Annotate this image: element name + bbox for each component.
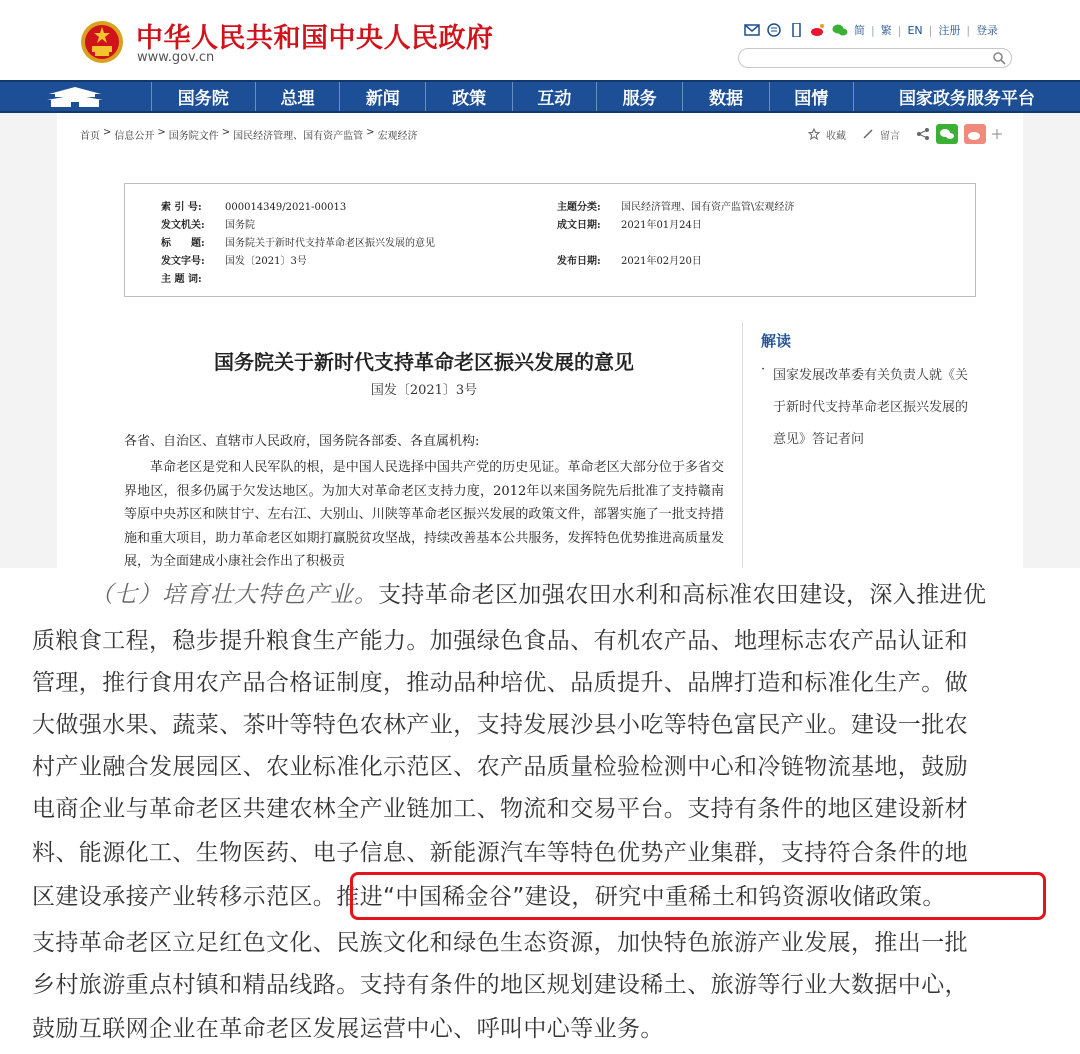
- breadcrumb-separator: >: [366, 127, 375, 138]
- meta-label: 发文机关:: [161, 220, 205, 231]
- email-icon[interactable]: [744, 23, 760, 37]
- excerpt-line: [90, 576, 986, 609]
- plus-icon[interactable]: [992, 129, 1002, 139]
- interpretation-title: 解读: [761, 332, 792, 350]
- favorite-label[interactable]: 收藏: [826, 130, 846, 142]
- breadcrumb: [80, 127, 418, 142]
- meta-value: 2021年02月20日: [621, 256, 702, 267]
- nav-item-gov-service-platform[interactable]: 国家政务服务平台: [898, 89, 1035, 109]
- breadcrumb-state-council-docs[interactable]: 国务院文件: [168, 131, 219, 142]
- excerpt-line: 乡村旅游重点村镇和精品线路。支持有条件的地区规划建设稀土、旅游等行业大数据中心，: [32, 972, 968, 998]
- main-nav: [0, 80, 1080, 113]
- nav-item-news[interactable]: 新闻: [340, 82, 426, 111]
- pen-icon[interactable]: [862, 128, 874, 140]
- meta-label: 标 题:: [161, 238, 205, 249]
- breadcrumb-macro-economy[interactable]: 宏观经济: [377, 131, 418, 142]
- meta-label: 主 题 词:: [161, 274, 202, 285]
- header-toolbar: [744, 22, 998, 38]
- nav-item-interaction[interactable]: 互动: [513, 82, 597, 111]
- toolbar-divider: |: [871, 23, 875, 37]
- meta-created: [557, 216, 702, 231]
- breadcrumb-separator: >: [157, 127, 166, 138]
- highlight-annotation-box: [350, 872, 1046, 920]
- meta-value: 国民经济管理、国有资产监管\宏观经济: [621, 202, 795, 213]
- breadcrumb-economic-management[interactable]: 国民经济管理、国有资产监管: [233, 131, 364, 142]
- search-input[interactable]: [738, 48, 1012, 68]
- nav-item-national-info[interactable]: 国情: [770, 82, 854, 111]
- traditional-chinese-link[interactable]: 繁: [880, 24, 892, 37]
- meta-label: 主题分类:: [557, 202, 601, 213]
- meta-keywords: [161, 270, 225, 285]
- interpretation-sidebar: [742, 322, 973, 572]
- bullet-icon: ·: [761, 362, 766, 377]
- meta-value: 国务院关于新时代支持革命老区振兴发展的意见: [225, 238, 435, 249]
- excerpt-line: 料、能源化工、生物医药、电子信息、新能源汽车等特色优势产业集群，支持符合条件的地: [32, 840, 968, 866]
- national-emblem-icon[interactable]: [80, 20, 124, 64]
- breadcrumb-info-disclosure[interactable]: 信息公开: [114, 131, 155, 142]
- nav-item-premier[interactable]: 总理: [256, 82, 340, 111]
- excerpt-line: 支持革命老区立足红色文化、民族文化和绿色生态资源，加快特色旅游产业发展，推出一批: [32, 930, 968, 956]
- share-bar: [808, 124, 1002, 144]
- nav-item-data[interactable]: 数据: [683, 82, 769, 111]
- meta-label: 索 引 号:: [161, 202, 202, 213]
- breadcrumb-home[interactable]: 首页: [80, 131, 100, 142]
- excerpt-line: 管理，推行食用农产品合格证制度，推动品种培优、品质提升、品牌打造和标准化生产。做: [32, 670, 968, 696]
- nav-home[interactable]: [0, 82, 152, 111]
- site-title[interactable]: 中华人民共和国中央人民政府: [136, 23, 494, 54]
- meta-published: [557, 252, 702, 267]
- interpretation-link[interactable]: 国家发展改革委有关负责人就《关于新时代支持革命老区振兴发展的意见》答记者问: [773, 368, 969, 447]
- site-url[interactable]: www.gov.cn: [137, 50, 215, 65]
- excerpt-heading: （七）培育壮大特色产业。: [90, 582, 378, 608]
- breadcrumb-separator: >: [221, 127, 231, 138]
- wechat-share-icon[interactable]: [936, 124, 958, 144]
- toolbar-divider: |: [928, 23, 933, 37]
- comment-label[interactable]: 留言: [880, 130, 900, 142]
- meta-index-no: [161, 198, 346, 213]
- meta-value: 国务院: [225, 220, 255, 231]
- meta-title: [161, 234, 435, 249]
- meta-value: 2021年01月24日: [621, 220, 702, 231]
- document-metadata-box: [124, 183, 976, 297]
- weibo-share-icon[interactable]: [964, 124, 986, 144]
- excerpt-line: 质粮食工程，稳步提升粮食生产能力。加强绿色食品、有机农产品、地理标志农产品认证和: [32, 628, 968, 654]
- page-margin-right: [1023, 113, 1080, 568]
- tiananmen-icon: [43, 85, 107, 109]
- weibo-icon[interactable]: [810, 23, 826, 37]
- excerpt-text: 支持革命老区加强农田水利和高标准农田建设，深入推进优: [378, 582, 987, 608]
- toolbar-divider: |: [966, 23, 971, 37]
- meta-label: 发文字号:: [161, 256, 205, 267]
- document-title: 国务院关于新时代支持革命老区振兴发展的意见: [214, 350, 634, 374]
- meta-category: [557, 198, 794, 213]
- breadcrumb-separator: >: [103, 127, 112, 138]
- register-link[interactable]: 注册: [938, 24, 961, 37]
- search-icon[interactable]: [992, 51, 1006, 65]
- excerpt-line: 区建设承接产业转移示范区。推进“中国稀金谷”建设，研究中重稀土和钨资源收储政策。: [32, 884, 946, 910]
- document-body: 革命老区是党和人民军队的根，是中国人民选择中国共产党的历史见证。革命老区大部分位于多省交界地区，很多仍属于欠发达地区。为加大对革命老区支持力度，2012年以来国务院先后批准了支持赣南等原中央苏区和陕甘宁、左右江、大别山、川陕等革命老区振兴发展的政策文件，部署实施了一批支持措施和重大项目，助力革命老区如期打赢脱贫攻坚战，持续改善基本公共服务，发挥特色优势推进高质量发展，为全面建成小康社会作出了积极贡: [124, 460, 724, 568]
- meta-value: 国发〔2021〕3号: [225, 256, 307, 267]
- meta-value: 000014349/2021-00013: [225, 202, 347, 213]
- login-link[interactable]: 登录: [976, 24, 999, 37]
- toolbar-divider: |: [897, 23, 902, 37]
- document-salutation: 各省、自治区、直辖市人民政府，国务院各部委、各直属机构:: [124, 434, 480, 449]
- meta-issuer: [161, 216, 255, 231]
- excerpt-line: 鼓励互联网企业在革命老区发展运营中心、呼叫中心等业务。: [32, 1016, 664, 1042]
- mobile-icon[interactable]: [788, 23, 804, 37]
- nav-item-service[interactable]: 服务: [597, 82, 683, 111]
- rss-icon[interactable]: [766, 23, 782, 37]
- page-margin-left: [0, 113, 57, 568]
- english-link[interactable]: EN: [907, 23, 923, 37]
- nav-item-policy[interactable]: 政策: [426, 82, 512, 111]
- share-icon[interactable]: [916, 127, 930, 141]
- excerpt-line: 村产业融合发展园区、农业标准化示范区、农产品质量检验检测中心和冷链物流基地，鼓励: [32, 754, 968, 780]
- nav-item-state-council[interactable]: 国务院: [152, 82, 256, 111]
- excerpt-line: 大做强水果、蔬菜、茶叶等特色农林产业，支持发展沙县小吃等特色富民产业。建设一批农: [32, 712, 968, 738]
- meta-label: 成文日期:: [557, 220, 601, 231]
- site-header: [0, 0, 1080, 80]
- meta-doc-no: [161, 252, 307, 267]
- simplified-chinese-link[interactable]: 简: [854, 24, 865, 37]
- document-number: 国发〔2021〕3号: [370, 383, 478, 398]
- meta-label: 发布日期:: [557, 256, 601, 267]
- wechat-icon[interactable]: [832, 23, 848, 37]
- star-icon[interactable]: [808, 128, 820, 140]
- excerpt-line: 电商企业与革命老区共建农林全产业链加工、物流和交易平台。支持有条件的地区建设新材: [32, 796, 968, 822]
